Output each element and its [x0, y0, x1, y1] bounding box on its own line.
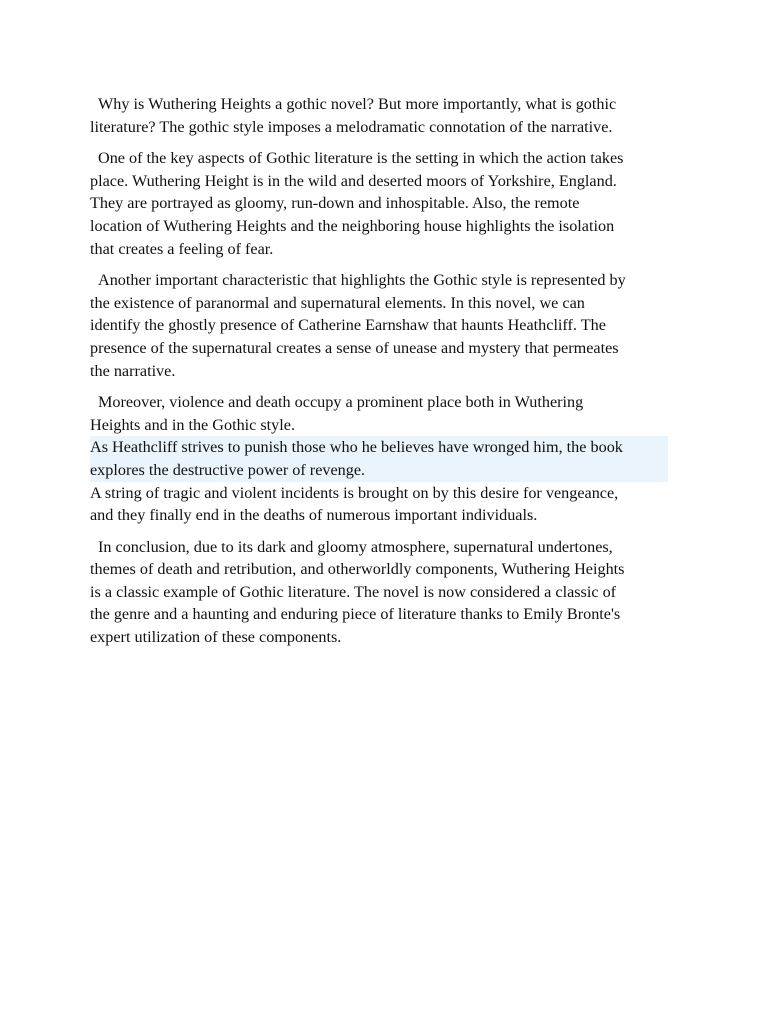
text-line: literature? The gothic style imposes a melodramatic connotation of the narrative.: [90, 117, 613, 136]
text-line: expert utilization of these components.: [90, 628, 342, 647]
document-body: [90, 93, 680, 658]
paragraph-setting: [90, 147, 680, 260]
paragraph-intro: [90, 93, 680, 138]
text-line: Moreover, violence and death occupy a prominent place both in Wuthering: [98, 393, 584, 412]
text-line: the narrative.: [90, 361, 176, 380]
text-line: place. Wuthering Height is in the wild and deserted moors of Yorkshire, England.: [90, 171, 617, 190]
text-line: Why is Wuthering Heights a gothic novel? But more importantly, what is gothic: [98, 95, 617, 113]
text-line: They are portrayed as gloomy, run-down and inhospitable. Also, the remote: [90, 194, 580, 213]
highlighted-text-line: As Heathcliff strives to punish those who he believes have wronged him, the book: [90, 436, 668, 459]
text-line: One of the key aspects of Gothic literature is the setting in which the action takes: [98, 149, 624, 168]
text-line: is a classic example of Gothic literature. The novel is now considered a classic of: [90, 582, 617, 601]
text-line: and they finally end in the deaths of numerous important individuals.: [90, 506, 538, 525]
paragraph-conclusion: [90, 536, 680, 649]
text-line: themes of death and retribution, and otherworldly components, Wuthering Heights: [90, 560, 625, 579]
text-line: the genre and a haunting and enduring piece of literature thanks to Emily Bronte's: [90, 605, 621, 624]
text-line: A string of tragic and violent incidents is brought on by this desire for vengeance,: [90, 483, 619, 502]
paragraph-violence: [90, 391, 680, 527]
text-line: In conclusion, due to its dark and gloomy atmosphere, supernatural undertones,: [98, 537, 613, 556]
highlighted-text-line: explores the destructive power of revenge.: [90, 459, 668, 482]
text-line: the existence of paranormal and supernatural elements. In this novel, we can: [90, 293, 585, 312]
text-line: location of Wuthering Heights and the neighboring house highlights the isolation: [90, 216, 615, 235]
text-line: presence of the supernatural creates a sense of unease and mystery that permeates: [90, 338, 619, 357]
text-line: Heights and in the Gothic style.: [90, 415, 296, 434]
text-line: identify the ghostly presence of Catherine Earnshaw that haunts Heathcliff. The: [90, 316, 606, 335]
text-line: that creates a feeling of fear.: [90, 239, 274, 258]
text-line: Another important characteristic that highlights the Gothic style is represented by: [98, 271, 626, 290]
paragraph-supernatural: [90, 269, 680, 382]
